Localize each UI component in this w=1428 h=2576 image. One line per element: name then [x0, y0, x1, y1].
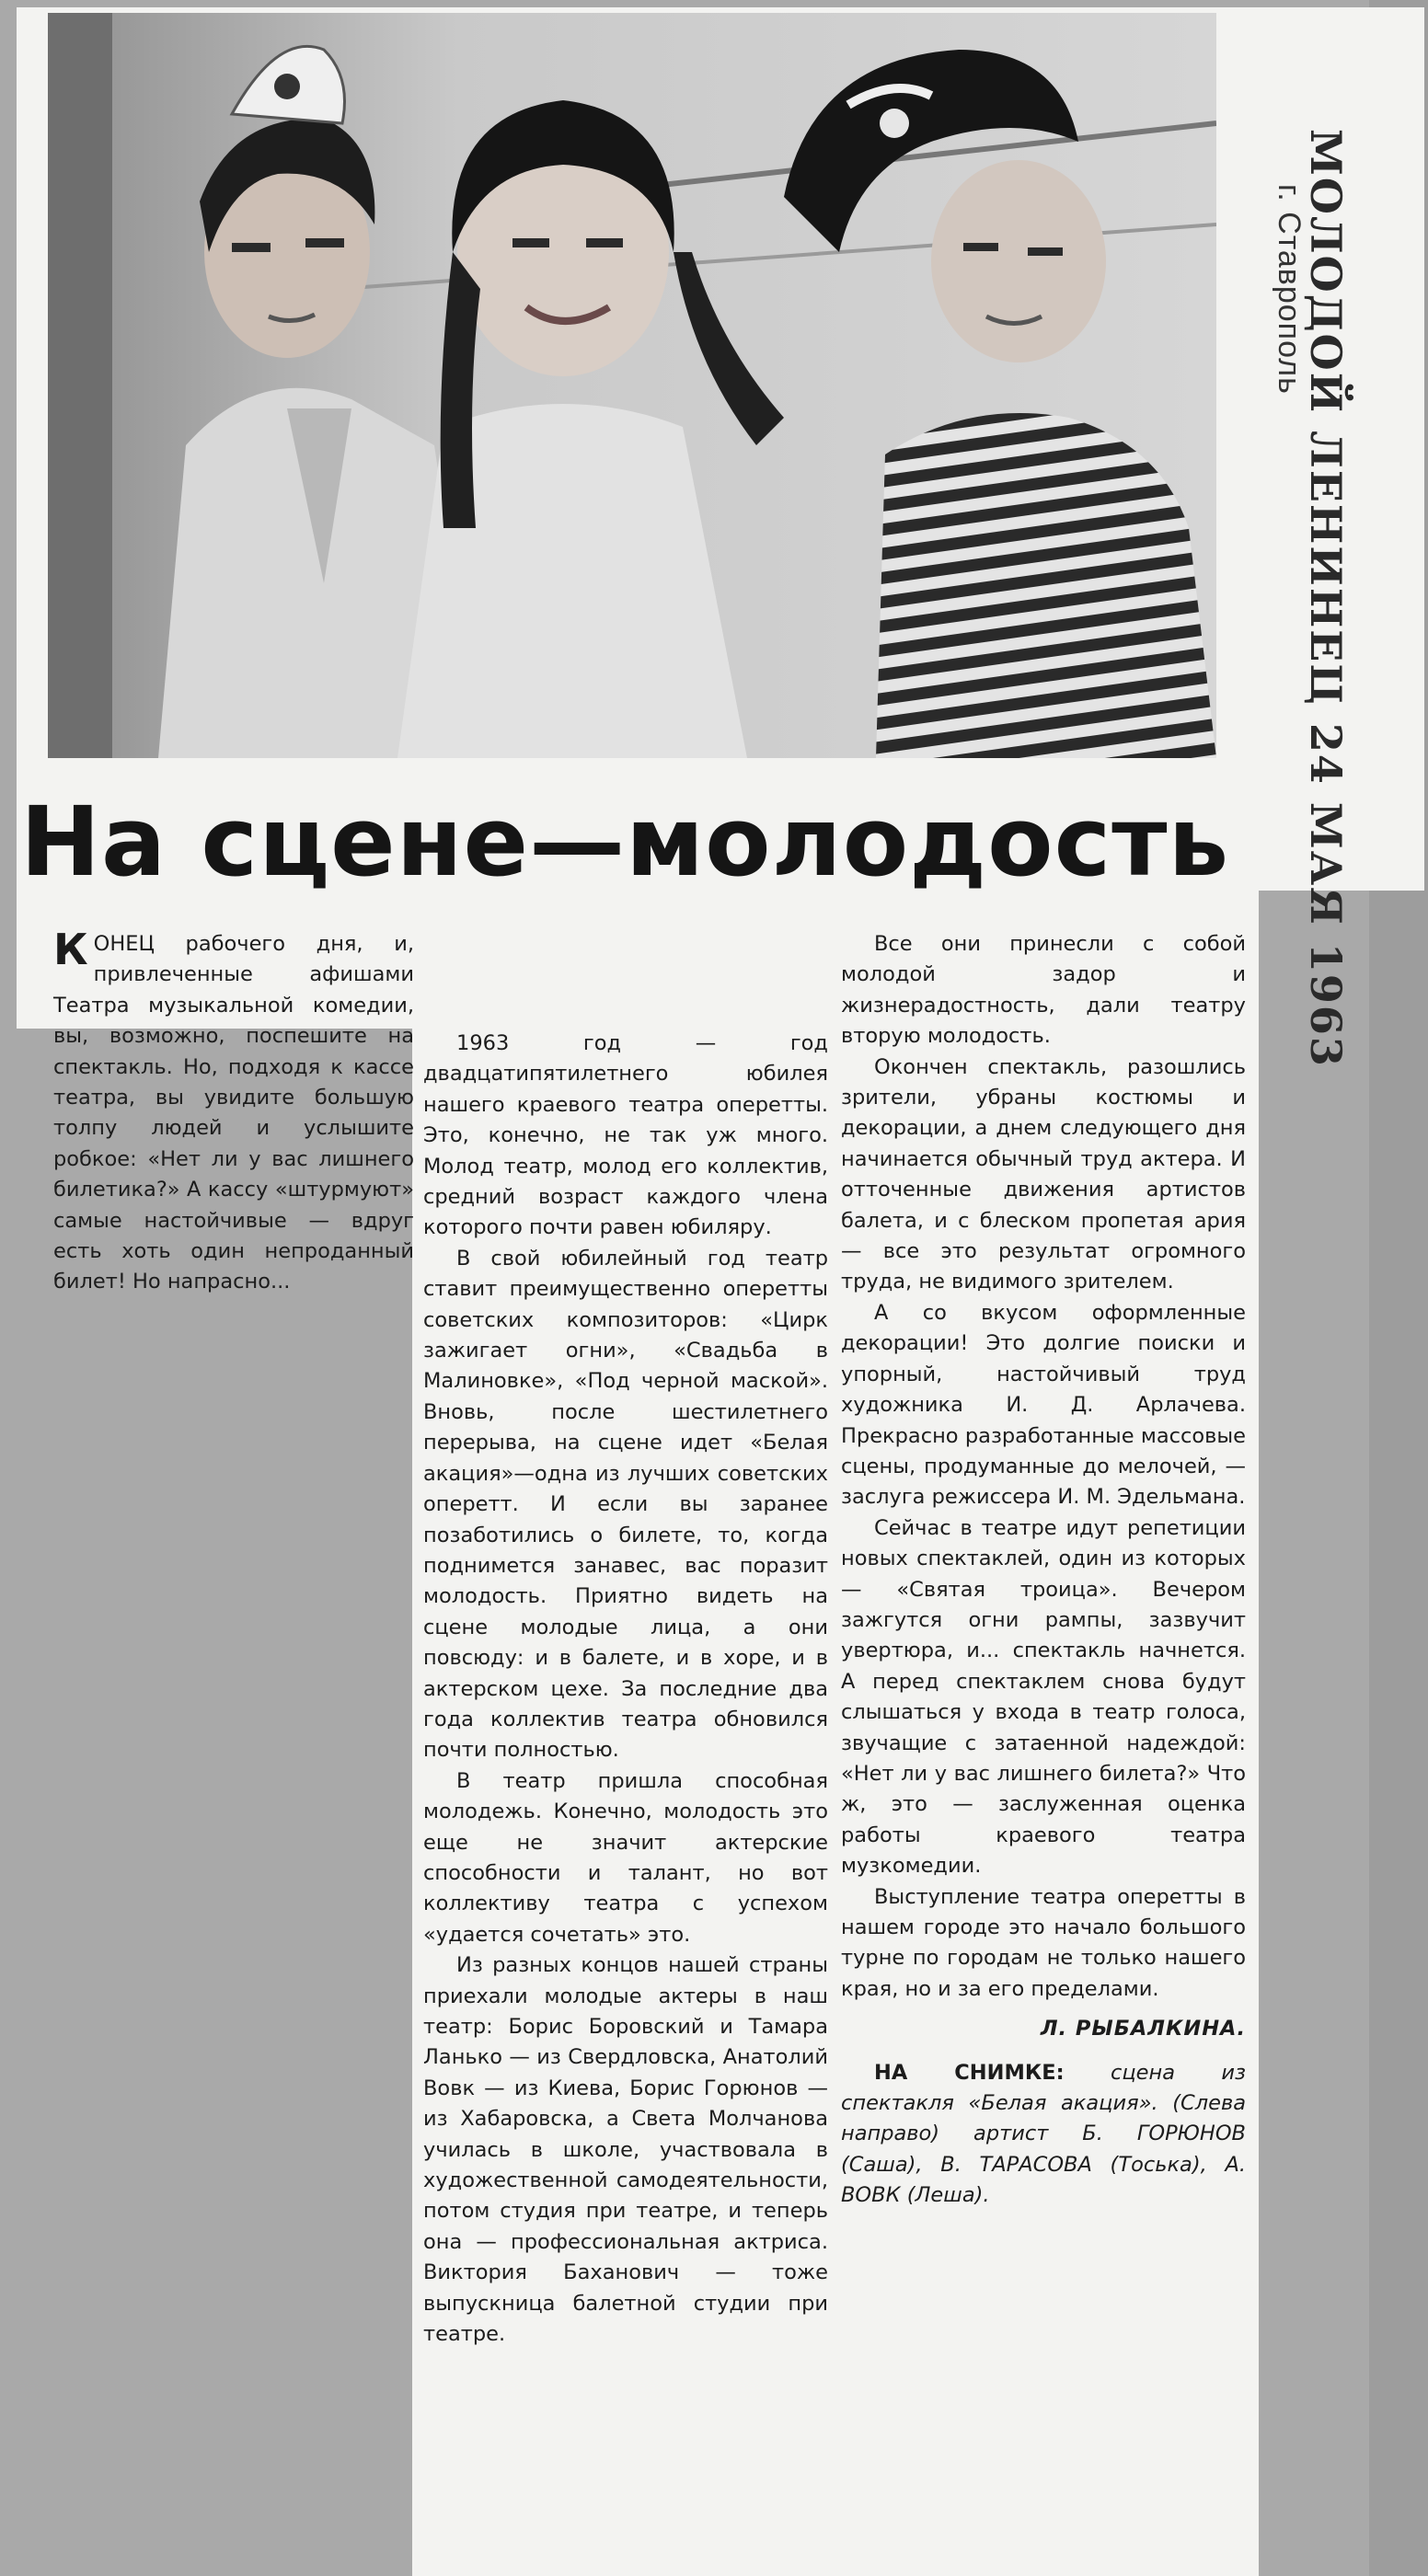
paragraph: А со вкусом оформленные декорации! Это долгие поиски и упорный, настойчивый труд художника И. Д. Арлачева. Прекрасно разработанные массовые сцены, продуманные до мелочей, — заслуга режиссера И. М. Эдельмана. [841, 1300, 1246, 1510]
paragraph: Окончен спектакль, разошлись зрители, убраны костюмы и декорации, а днем следующего дня начинается обычный труд актера. И отточенные движения артистов балета, и с блеском пропетая ария — все это результат огромного труда, не видимого зрителем. [841, 1054, 1246, 1294]
paragraph: Выступление театра оперетты в нашем городе это начало большого турне по городам не только нашего края, но и за его пределами. [841, 1884, 1246, 2001]
paragraph: Все они принесли с собой молодой задор и жизнерадостность, дали театру вторую молодость. [841, 932, 1246, 1049]
lead-text: ОНЕЦ рабочего дня, и, привлеченные афишами Театра музыкальной комедии, вы, возможно, поспешите на спектакль. Но, подходя к кассе театра, вы увидите большую толпу людей и услышите робкое: «Нет ли у вас лишнего билетика?» А кассу «штурмуют» самые настойчивые — вдруг есть хоть один непроданный билет! Но напрасно... [53, 932, 414, 1294]
article-headline: На сцене—молодость [20, 786, 1230, 898]
paragraph: В свой юбилейный год театр ставит преимущественно оперетты советских композиторов: «Цирк зажигает огни», «Свадьба в Малиновке», «Под черной маской». Вновь, после шестилетнего перерыва, на сцене идет «Белая акация»—одна из лучших советских оперетт. И если вы заранее позаботились о билете, то, когда поднимется занавес, вас поразит молодость. Приятно видеть на сцене молодые лица, а они повсюду: и в балете, и в хоре, и в актерском цехе. За последние два года коллектив театра обновился почти полностью. [423, 1246, 828, 1763]
paragraph: Из разных концов нашей страны приехали молодые актеры в наш театр: Борис Боровский и Тамара Ланько — из Свердловска, Анатолий Вовк — из Киева, Борис Горюнов — из Хабаровска, а Света Молчанова училась в школе, участвовала в художественной самодеятельности, потом студия при театре, и теперь она — профессиональная актриса. Виктория Баханович — тоже выпускница балетной студии при театре. [423, 1953, 828, 2347]
caption-label: НА СНИМКЕ: [874, 2060, 1065, 2085]
article-column-1 [53, 925, 414, 1298]
paragraph: Сейчас в театре идут репетиции новых спектаклей, один из которых — «Святая троица». Вечером зажгутся огни рампы, зазвучит увертюра, и... спектакль начнется. А перед спектаклем снова будут слышаться у входа в театр голоса, звучащие с затаенной надеждой: «Нет ли у вас лишнего билета?» Что ж, это — заслуженная оценка работы краевого театра музкомедии. [841, 1515, 1246, 1879]
lead-paragraph [53, 925, 414, 1298]
drop-cap: К [53, 925, 88, 974]
paragraph: В театр пришла способная молодежь. Конечно, молодость это еще не значит актерские способности и талант, но вот коллективу театра с успехом «удается сочетать» это. [423, 1768, 828, 1947]
photo-illustration [48, 13, 1216, 758]
stamp-newspaper: МОЛОДОЙ ЛЕНИНЕЦ [1301, 129, 1351, 707]
stamp-newspaper-date [1301, 129, 1351, 1068]
stamp-date: 24 МАЯ 1963 [1301, 722, 1351, 1068]
article-column-2 [423, 1029, 828, 2350]
stamp-city: г. Ставрополь [1272, 184, 1307, 395]
paragraph: 1963 год — год двадцатипятилетнего юбилея нашего краевого театра оперетты. Это, конечно, не так уж много. Молод театр, молод его коллектив, средний возраст каждого члена которого почти равен юбиляру. [423, 1031, 828, 1240]
photo-caption [841, 2058, 1246, 2212]
article-photo [48, 13, 1216, 758]
article-column-3 [841, 929, 1246, 2212]
caption-text: сцена из спектакля «Белая акация». (Слева направо) артист Б. ГОРЮНОВ (Саша), В. ТАРАСОВА (Тоська), А. ВОВК (Леша). [841, 2060, 1246, 2208]
author-signature: Л. РЫБАЛКИНА. [1040, 2017, 1246, 2041]
